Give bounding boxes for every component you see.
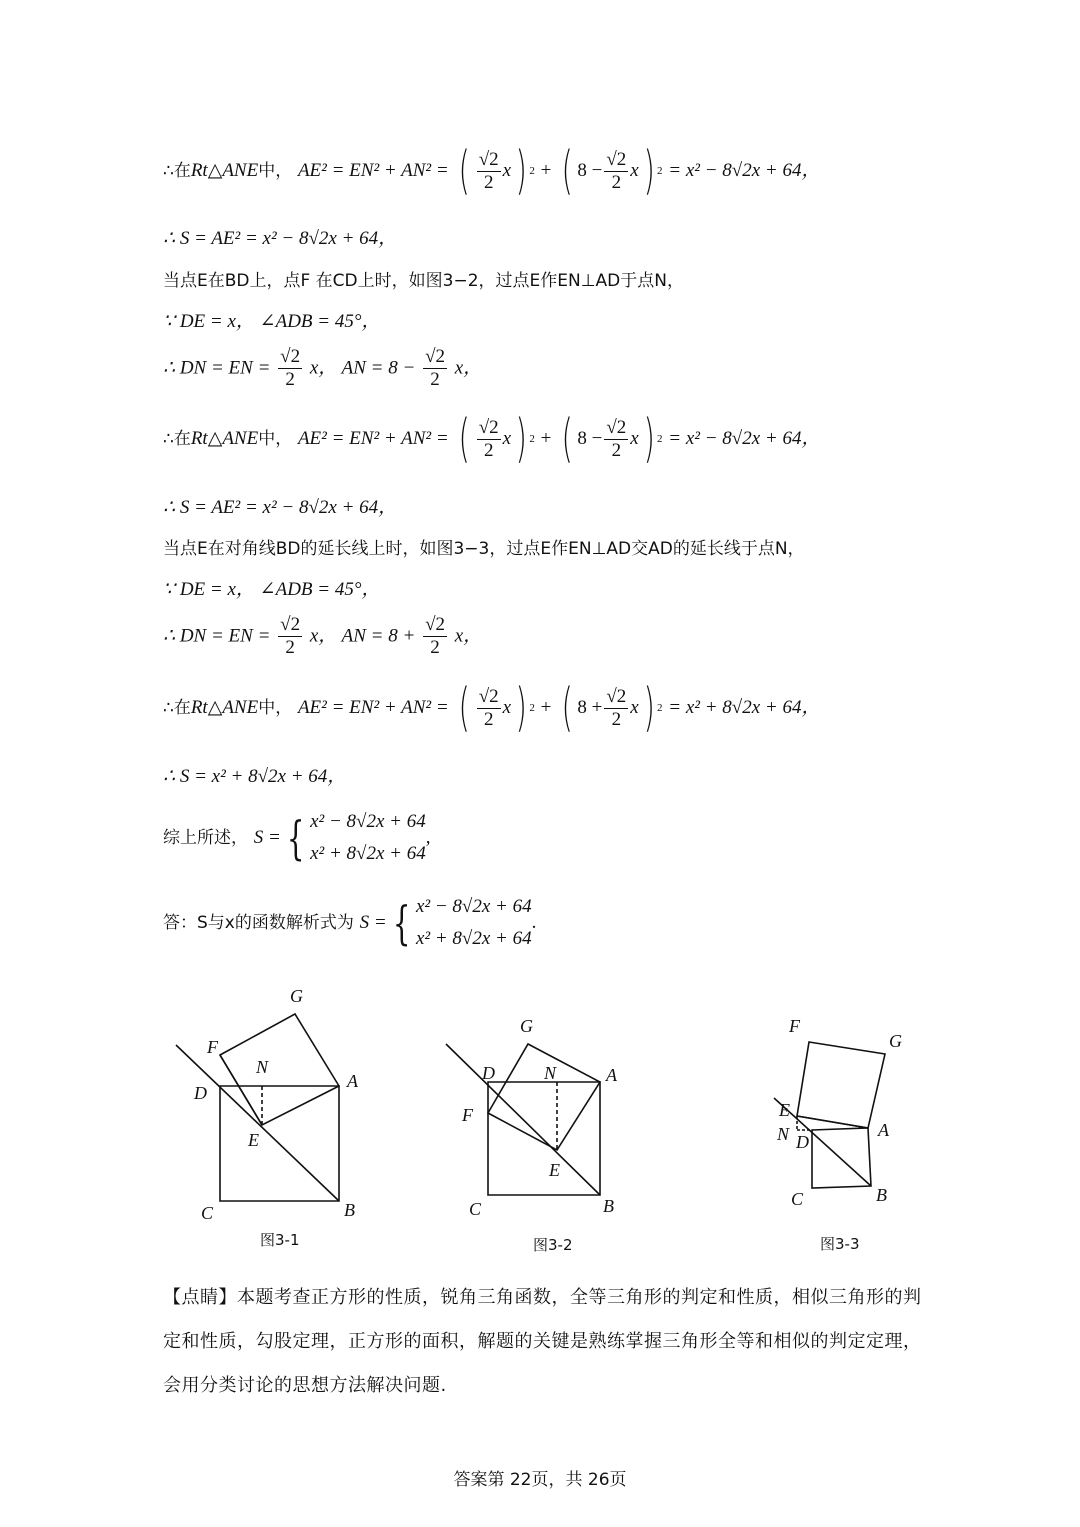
text: = x² − 8√2x + 64， xyxy=(668,160,821,181)
comment-paragraph: 【点睛】本题考查正方形的性质，锐角三角函数，全等三角形的判定和性质，相似三角形的判定和性质，勾股定理，正方形的面积，解题的关键是熟练掌握三角形全等和相似的判定定理，会用分类讨论的思想方法解决问题. xyxy=(163,1287,922,1396)
text: ∴在 xyxy=(163,429,191,449)
exponent: 2 xyxy=(657,433,663,445)
frac-den: 2 xyxy=(611,171,622,193)
text: x， AN = 8 − xyxy=(309,357,416,379)
label-f: F xyxy=(789,1016,800,1036)
label-a: A xyxy=(606,1065,617,1085)
figure-caption: 图3-3 xyxy=(820,1235,860,1253)
var: x xyxy=(630,697,639,718)
label-f: F xyxy=(462,1105,473,1125)
text: ∴ DN = EN = xyxy=(163,625,271,647)
label-n: N xyxy=(256,1057,269,1077)
brace: { xyxy=(392,896,411,950)
text: AE² = EN² + AN² = xyxy=(297,428,449,449)
label-c: C xyxy=(201,1203,214,1223)
square-aefg xyxy=(220,1014,339,1125)
label-d: D xyxy=(194,1083,207,1103)
exponent: 2 xyxy=(529,165,535,177)
brace: { xyxy=(286,811,305,865)
label-n: N xyxy=(777,1124,790,1144)
op: + xyxy=(540,160,552,181)
square-aefg xyxy=(797,1042,885,1128)
equation-line-6 xyxy=(163,409,821,469)
frac-num: √2 xyxy=(280,346,301,367)
var: x xyxy=(502,697,512,718)
frac-den: 2 xyxy=(611,708,622,730)
text: Rt△ANE xyxy=(190,160,259,181)
label-e: E xyxy=(779,1100,790,1120)
term: 8 − xyxy=(577,428,603,449)
label-b: B xyxy=(876,1185,887,1205)
frac-num: √2 xyxy=(425,614,445,635)
text: AE² = EN² + AN² = xyxy=(297,697,449,718)
label-g: G xyxy=(889,1031,902,1051)
equation-line-12: ∴ S = x² + 8√2x + 64， xyxy=(163,766,347,787)
text: , xyxy=(425,827,431,848)
label-f: F xyxy=(207,1037,218,1057)
summary-line xyxy=(163,806,430,870)
cases xyxy=(416,891,532,955)
text: x， AN = 8 + xyxy=(309,625,416,647)
frac-num: √2 xyxy=(606,416,627,438)
frac-den: 2 xyxy=(285,369,295,390)
equation-line-7: ∴ S = AE² = x² − 8√2x + 64， xyxy=(163,497,398,518)
var: x xyxy=(502,428,512,449)
paren-group: ( $\frac{√2}{2}$ x ) 2 xyxy=(458,409,535,469)
label-n: N xyxy=(544,1063,557,1083)
paren-group: ( 8 + $\frac{√2}{2}$ x ) 2 xyxy=(561,678,663,738)
text: ∴在 xyxy=(163,161,191,181)
text: . xyxy=(531,912,537,933)
text: 中， xyxy=(258,429,293,449)
cases xyxy=(310,806,426,870)
label-e: E xyxy=(248,1130,259,1150)
figure-3-1 xyxy=(176,1014,339,1201)
equation-line-9: ∵ DE = x， ∠ADB = 45°， xyxy=(163,579,381,600)
exponent: 2 xyxy=(657,702,663,714)
frac-num: √2 xyxy=(606,148,627,170)
op: + xyxy=(540,697,552,718)
exponent: 2 xyxy=(657,165,663,177)
text: 中， xyxy=(258,698,293,718)
page-footer: 答案第 22页，共 26页 xyxy=(453,1470,627,1490)
frac-den: 2 xyxy=(430,369,440,390)
text: ∴在 xyxy=(163,698,191,718)
label-d: D xyxy=(796,1132,809,1152)
label-g: G xyxy=(520,1016,533,1036)
paren-group: ( $\frac{√2}{2}$ x ) 2 xyxy=(458,678,535,738)
op: + xyxy=(540,428,552,449)
paren-group: ( 8 − $\frac{√2}{2}$ x ) 2 xyxy=(561,141,663,201)
exponent: 2 xyxy=(529,702,535,714)
label-g: G xyxy=(290,986,303,1006)
geometry-figures xyxy=(0,975,1080,1275)
label-d: D xyxy=(482,1063,495,1083)
text-line-8: 当点E在对角线BD的延长线上时，如图3−3，过点E作EN⊥AD交AD的延长线于点N， xyxy=(163,539,805,559)
equation-line-5 xyxy=(163,346,482,391)
equation-line-10 xyxy=(163,614,482,659)
text-line-3: 当点E在BD上，点F 在CD上时，如图3−2，过点E作EN⊥AD于点N， xyxy=(163,271,684,291)
frac-num: √2 xyxy=(478,685,499,707)
label-b: B xyxy=(344,1200,355,1220)
frac-den: 2 xyxy=(483,708,494,730)
exponent: 2 xyxy=(529,433,535,445)
term: 8 + xyxy=(577,697,603,718)
figure-caption: 图3-1 xyxy=(260,1231,300,1249)
case-b: x² + 8√2x + 64 xyxy=(415,928,532,949)
paren-group: ( 8 − $\frac{√2}{2}$ x ) 2 xyxy=(561,409,663,469)
text: 答：S与x的函数解析式为 xyxy=(163,913,354,933)
frac-num: √2 xyxy=(280,614,301,635)
equation-line-2: ∴ S = AE² = x² − 8√2x + 64， xyxy=(163,228,398,249)
frac-num: √2 xyxy=(478,148,499,170)
figure-caption: 图3-2 xyxy=(533,1236,573,1254)
equation-line-1 xyxy=(163,141,821,201)
frac-den: 2 xyxy=(285,637,295,658)
equation-line-11 xyxy=(163,678,821,738)
case-a: x² − 8√2x + 64 xyxy=(310,811,426,832)
text: 综上所述， xyxy=(163,828,248,848)
frac-num: √2 xyxy=(425,346,445,367)
frac-den: 2 xyxy=(430,637,440,658)
label-c: C xyxy=(469,1199,482,1219)
text: AE² = EN² + AN² = xyxy=(297,160,449,181)
var: x xyxy=(502,160,512,181)
text: x， xyxy=(454,625,483,647)
frac-num: √2 xyxy=(478,416,499,438)
var: x xyxy=(630,160,639,181)
case-b: x² + 8√2x + 64 xyxy=(310,843,426,864)
label-e: E xyxy=(549,1160,560,1180)
paren-group: ( $\frac{√2}{2}$ x ) 2 xyxy=(458,141,535,201)
text: S = xyxy=(253,827,281,848)
text: Rt△ANE xyxy=(190,428,259,449)
text: ∴ DN = EN = xyxy=(163,357,271,379)
answer-line xyxy=(163,891,536,955)
frac-num: √2 xyxy=(606,685,627,707)
label-a: A xyxy=(878,1120,889,1140)
frac-den: 2 xyxy=(611,439,622,461)
equation-line-4: ∵ DE = x， ∠ADB = 45°， xyxy=(163,311,381,332)
frac-den: 2 xyxy=(483,439,494,461)
label-b: B xyxy=(603,1196,614,1216)
text: = x² + 8√2x + 64， xyxy=(668,697,821,718)
text: S = xyxy=(359,912,387,933)
case-a: x² − 8√2x + 64 xyxy=(415,896,532,917)
text: = x² − 8√2x + 64， xyxy=(668,428,821,449)
label-c: C xyxy=(791,1189,804,1209)
segment-ea xyxy=(797,1116,868,1128)
var: x xyxy=(630,428,639,449)
frac-den: 2 xyxy=(483,171,494,193)
label-a: A xyxy=(347,1071,358,1091)
term: 8 − xyxy=(577,160,603,181)
text: x， xyxy=(454,357,483,379)
figure-3-3 xyxy=(774,1042,885,1188)
square-aefg xyxy=(488,1044,600,1150)
text: 中， xyxy=(258,161,293,181)
text: Rt△ANE xyxy=(190,697,259,718)
